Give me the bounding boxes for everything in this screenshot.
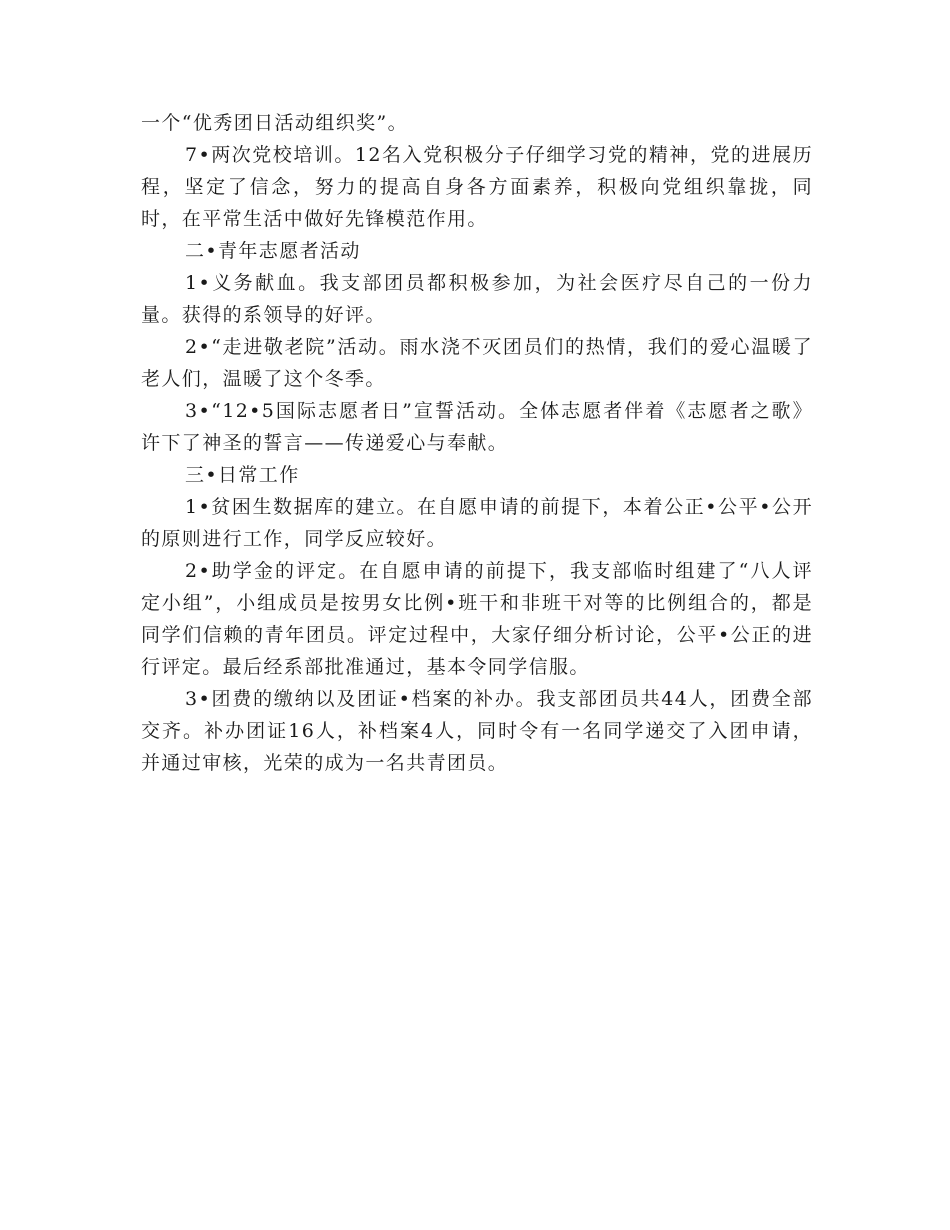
paragraph-item-blood-donation: 1•义务献血。我支部团员都积极参加，为社会医疗尽自己的一份力量。获得的系领导的好评。 [141,272,813,326]
document-page [141,107,813,779]
paragraph-item-database: 1•贫困生数据库的建立。在自愿申请的前提下，本着公正•公平•公开的原则进行工作，同学反应较好。 [141,496,813,550]
paragraph-continuation: 一个“优秀团日活动组织奖”。 [141,112,409,134]
paragraph-item-volunteer-day: 3•“12•5国际志愿者日”宣誓活动。全体志愿者伴着《志愿者之歌》许下了神圣的誓言——传递爱心与奉献。 [141,400,813,454]
section-heading-daily-work: 三•日常工作 [185,464,300,486]
paragraph-item-league-fees: 3•团费的缴纳以及团证•档案的补办。我支部团员共44人，团费全部交齐。补办团证16人，补档案4人，同时令有一名同学递交了入团申请，并通过审核，光荣的成为一名共青团员。 [141,688,813,774]
paragraph-item-nursing-home: 2•“走进敬老院”活动。雨水浇不灭团员们的热情，我们的爱心温暖了老人们，温暖了这个冬季。 [141,336,813,390]
paragraph-item-party-training: 7•两次党校培训。12名入党积极分子仔细学习党的精神，党的进展历程，坚定了信念，努力的提高自身各方面素养，积极向党组织靠拢，同时，在平常生活中做好先锋模范作用。 [141,144,813,230]
paragraph-item-grant-evaluation: 2•助学金的评定。在自愿申请的前提下，我支部临时组建了“八人评定小组”，小组成员是按男女比例•班干和非班干对等的比例组合的，都是同学们信赖的青年团员。评定过程中，大家仔细分析讨论，公平•公正的进行评定。最后经系部批准通过，基本令同学信服。 [141,560,813,678]
section-heading-volunteer: 二•青年志愿者活动 [185,240,361,262]
